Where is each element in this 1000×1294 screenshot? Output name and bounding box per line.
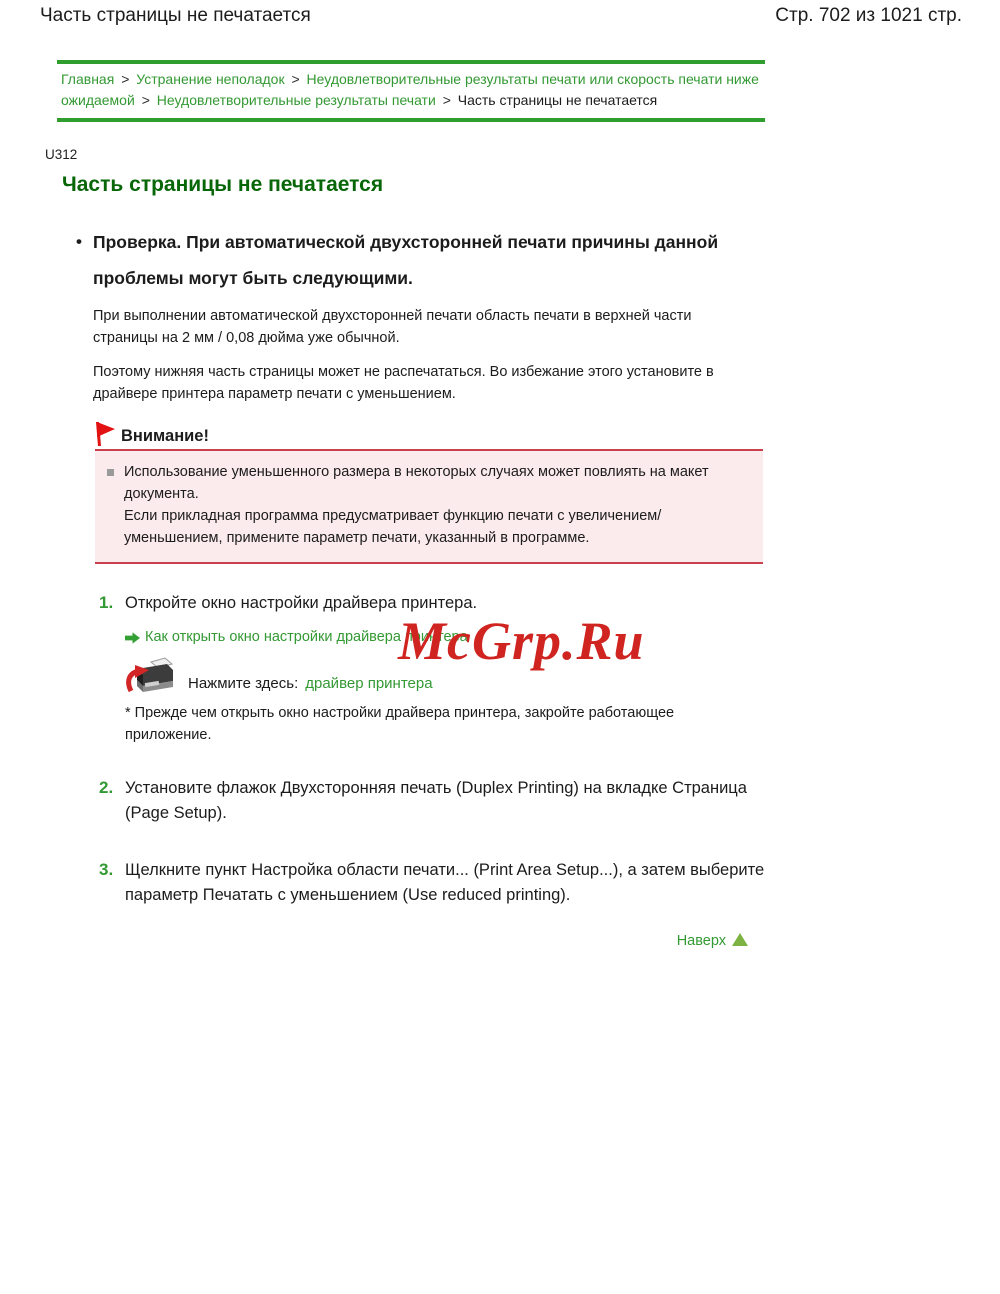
attention-line-1: Использование уменьшенного размера в некоторых случаях может повлиять на макет документа.: [124, 464, 709, 502]
article-code: U312: [45, 147, 78, 162]
check-paragraph-2: Поэтому нижняя часть страницы может не распечататься. Во избежание этого установите в драйвере принтера параметр печати с уменьшением.: [93, 364, 714, 402]
attention-label: Внимание!: [121, 426, 209, 445]
back-to-top-link[interactable]: [677, 933, 748, 949]
breadcrumb-link-home[interactable]: Главная: [61, 71, 115, 87]
arrow-right-icon: [125, 632, 140, 644]
breadcrumb: [57, 60, 765, 122]
step-3-number: 3.: [99, 860, 114, 879]
attention-line-2: Если прикладная программа предусматривает функцию печати с увеличением/уменьшением, примените параметр печати, указанный в программе.: [124, 508, 662, 546]
breadcrumb-separator: >: [442, 92, 451, 108]
back-to-top-label: Наверх: [676, 933, 726, 949]
page-number-info: Стр. 702 из 1021 стр.: [775, 5, 962, 26]
breadcrumb-separator: >: [291, 71, 300, 87]
check-paragraph-1: При выполнении автоматической двухсторонней печати область печати в верхней части страницы на 2 мм / 0,08 дюйма уже обычной.: [93, 308, 692, 346]
square-bullet-icon: [107, 469, 114, 476]
step-1-number: 1.: [99, 593, 114, 612]
attention-flag-icon: [93, 420, 117, 446]
step-2-text: Установите флажок Двухсторонняя печать (Duplex Printing) на вкладке Страница (Page Setup).: [125, 779, 747, 822]
attention-item: [107, 461, 717, 549]
site-watermark: McGrp.Ru: [398, 611, 645, 671]
header-title: Часть страницы не печатается: [40, 5, 311, 26]
breadcrumb-current-page: Часть страницы не печатается: [457, 92, 658, 108]
step-1: [99, 591, 1000, 746]
attention-body: [95, 449, 763, 564]
printer-driver-link[interactable]: драйвер принтера: [305, 675, 433, 692]
back-to-top-row: [0, 933, 748, 949]
breadcrumb-separator: >: [121, 71, 130, 87]
step-3: [99, 858, 1000, 908]
attention-item-text: [124, 461, 717, 549]
attention-block: [95, 426, 763, 564]
step-2-number: 2.: [99, 778, 114, 797]
triangle-up-icon: [732, 933, 748, 946]
click-here-label: Нажмите здесь:: [188, 675, 299, 692]
breadcrumb-link-troubleshooting[interactable]: Устранение неполадок: [136, 71, 285, 87]
step-2: [99, 776, 1000, 826]
driver-setup-window-link-label: Как открыть окно настройки драйвера принтера: [145, 629, 468, 645]
attention-header: [95, 426, 763, 449]
check-section: [76, 224, 1000, 405]
check-heading-row: [76, 224, 1000, 296]
steps-list: [99, 591, 1000, 908]
breadcrumb-link-print-results[interactable]: Неудовлетворительные результаты печати: [156, 92, 436, 108]
breadcrumb-link-print-results-or-speed[interactable]: Неудовлетворительные результаты печати или скорость печати ниже ожидаемой: [61, 71, 759, 108]
step-1-body: [125, 591, 747, 746]
step-3-text: Щелкните пункт Настройка области печати... (Print Area Setup...), а затем выберите параметр Печатать с уменьшением (Use reduced printing).: [125, 861, 765, 904]
step-1-note: * Прежде чем открыть окно настройки драйвера принтера, закройте работающее приложение.: [125, 705, 675, 743]
printer-icon[interactable]: [125, 657, 175, 699]
document-header: [0, 0, 1000, 27]
breadcrumb-separator: >: [141, 92, 150, 108]
driver-setup-window-link[interactable]: [125, 625, 747, 650]
step-1-text: Откройте окно настройки драйвера принтера.: [125, 594, 478, 612]
printer-driver-row: [125, 657, 747, 699]
check-heading: Проверка. При автоматической двухсторонней печати причины данной проблемы могут быть следующими.: [93, 232, 719, 288]
list-bullet: •: [76, 232, 82, 251]
page-title: Часть страницы не печатается: [62, 173, 384, 196]
